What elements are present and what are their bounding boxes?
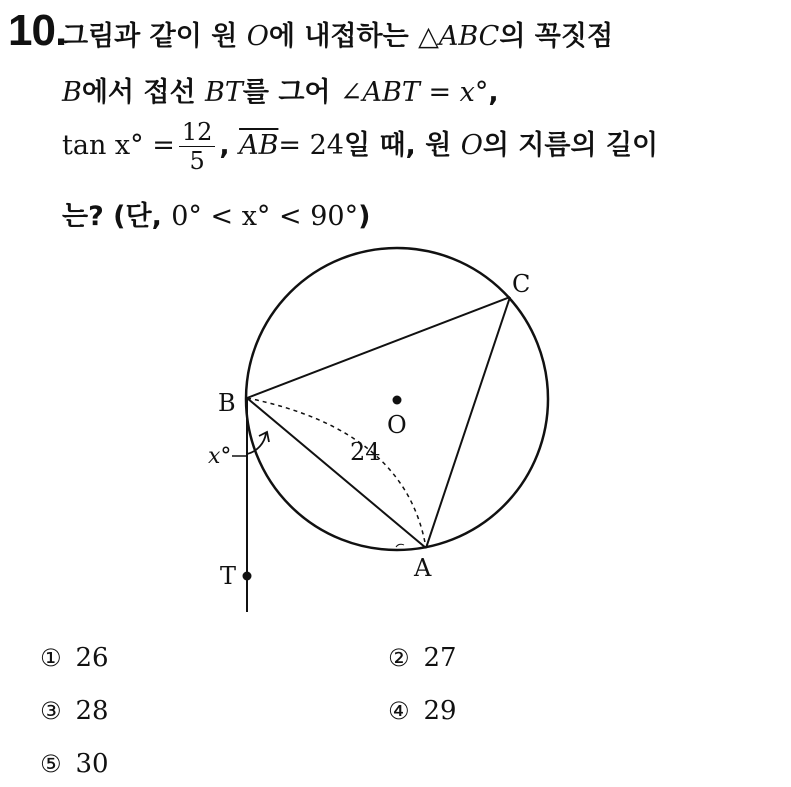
text: 에 내접하는 [268, 21, 419, 52]
label-a: A [414, 554, 432, 582]
label-24: 24 [350, 438, 381, 466]
choice-1[interactable] [40, 643, 109, 673]
tan-expression: tan x° = [62, 130, 175, 161]
tangent-name: BT [204, 77, 243, 108]
text: 일 때, 원 [343, 130, 461, 161]
choice-mark: ② [388, 644, 410, 672]
fraction-denominator: 5 [189, 147, 205, 175]
text: 를 그어 [242, 77, 340, 108]
text: , [219, 130, 230, 161]
center-point [393, 396, 402, 405]
triangle-name: △ABC [418, 21, 500, 52]
segment-bc [247, 297, 510, 398]
point-t [243, 572, 252, 581]
segment-length: = 24 [278, 130, 344, 161]
choice-value: 27 [423, 643, 457, 673]
point-name: B [62, 77, 82, 108]
text: 그림과 같이 원 [62, 21, 247, 52]
choice-mark: ③ [40, 697, 62, 725]
choice-value: 30 [75, 749, 109, 779]
label-o: O [387, 411, 407, 439]
choice-4[interactable] [388, 696, 457, 726]
choice-2[interactable] [388, 643, 457, 673]
label-x: x° [208, 444, 232, 469]
text: 는? (단, [62, 201, 172, 232]
condition: 0° < x° < 90° [171, 201, 359, 232]
choice-value: 28 [75, 696, 109, 726]
choice-value: 26 [75, 643, 109, 673]
text: ) [358, 201, 371, 232]
inscribed-angle-mark [396, 544, 404, 547]
text: 의 지름의 길이 [482, 130, 659, 161]
segment-name: $\overline{AB}$ [239, 130, 279, 161]
question-number: 10. [8, 6, 67, 55]
fraction-numerator: 12 [179, 118, 216, 147]
circle-name: O [460, 130, 483, 161]
circle-name: O [246, 21, 269, 52]
choice-5[interactable] [40, 749, 109, 779]
text: 의 꼭짓점 [499, 21, 614, 52]
angle-expression: ∠ABT = x° [339, 77, 489, 108]
choice-mark: ④ [388, 697, 410, 725]
label-b: B [218, 389, 236, 417]
choice-mark: ⑤ [40, 750, 62, 778]
label-c: C [512, 270, 531, 298]
choice-value: 29 [423, 696, 457, 726]
choice-3[interactable] [40, 696, 109, 726]
choice-mark: ① [40, 644, 62, 672]
text: , [488, 77, 499, 108]
label-t: T [220, 562, 237, 590]
text: 에서 접선 [81, 77, 205, 108]
